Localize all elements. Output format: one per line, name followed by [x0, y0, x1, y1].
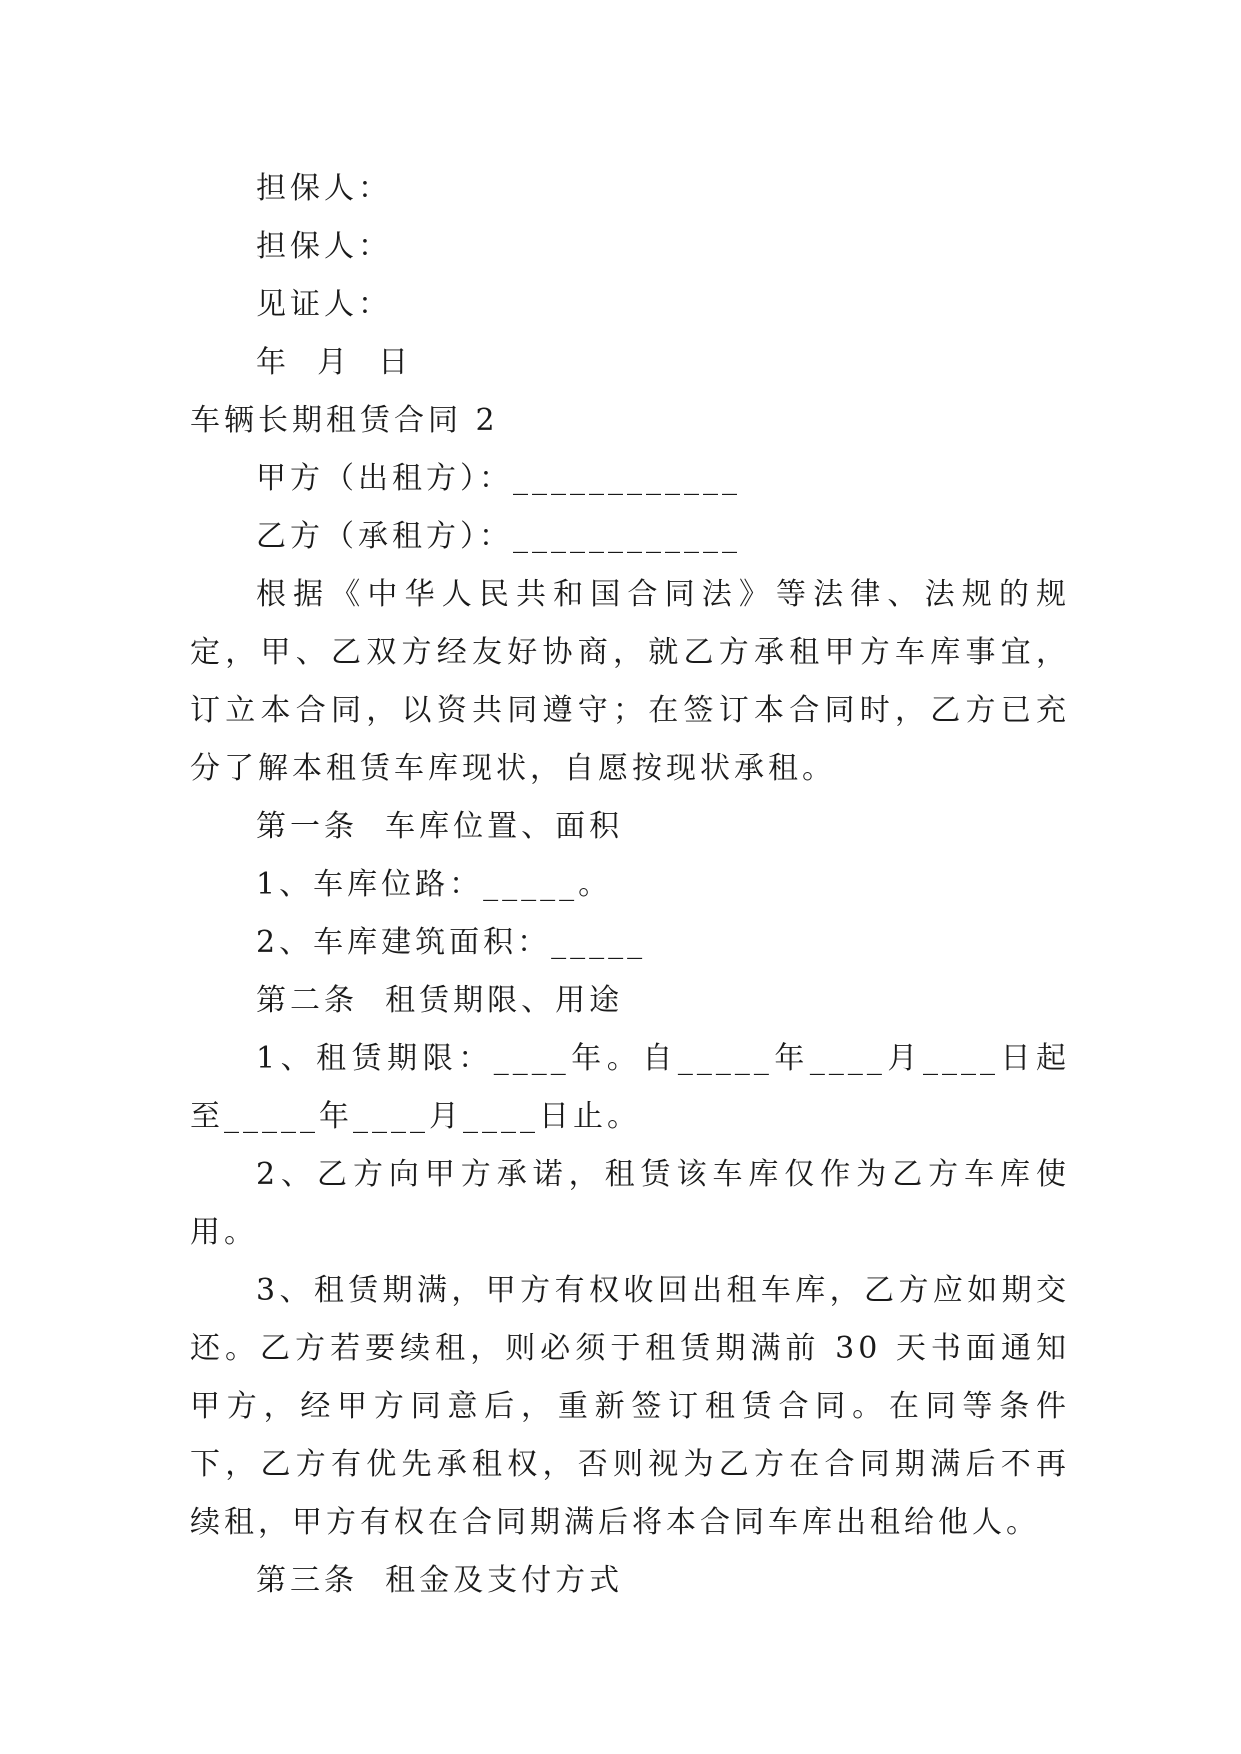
article-2-item-2: 2、乙方向甲方承诺，租赁该车库仅作为乙方车库使用。: [190, 1157, 1070, 1250]
guarantor-line-2: 担保人：: [256, 229, 392, 264]
party-a-line: 甲方（出租方）：____________: [256, 461, 741, 496]
witness-line: 见证人：: [256, 287, 392, 322]
article-1-heading: 第一条 车库位置、面积: [256, 809, 624, 844]
article-3-heading: 第三条 租金及支付方式: [256, 1563, 624, 1598]
contract-title: 车辆长期租赁合同 2: [190, 403, 499, 438]
article-1-item-2: 2、车库建筑面积：_____: [256, 925, 647, 960]
document-body: [190, 160, 1070, 1610]
intro-paragraph: 根据《中华人民共和国合同法》等法律、法规的规定，甲、乙双方经友好协商，就乙方承租甲方车库事宜，订立本合同，以资共同遵守；在签订本合同时，乙方已充分了解本租赁车库现状，自愿按现状承租。: [190, 577, 1070, 786]
guarantor-line-1: 担保人：: [256, 171, 392, 206]
article-2-item-3: 3、租赁期满，甲方有权收回出租车库，乙方应如期交还。乙方若要续租，则必须于租赁期满前 30 天书面通知甲方，经甲方同意后，重新签订租赁合同。在同等条件下，乙方有优先承租权，否则视为乙方在合同期满后不再续租，甲方有权在合同期满后将本合同车库出租给他人。: [190, 1273, 1070, 1540]
date-line: 年 月 日: [256, 345, 413, 380]
party-b-line: 乙方（承租方）：____________: [256, 519, 741, 554]
article-1-item-1: 1、车库位路：_____。: [256, 867, 613, 902]
article-2-item-1: 1、租赁期限：____年。自_____年____月____日起至_____年____月____日止。: [190, 1041, 1070, 1134]
article-2-heading: 第二条 租赁期限、用途: [256, 983, 624, 1018]
